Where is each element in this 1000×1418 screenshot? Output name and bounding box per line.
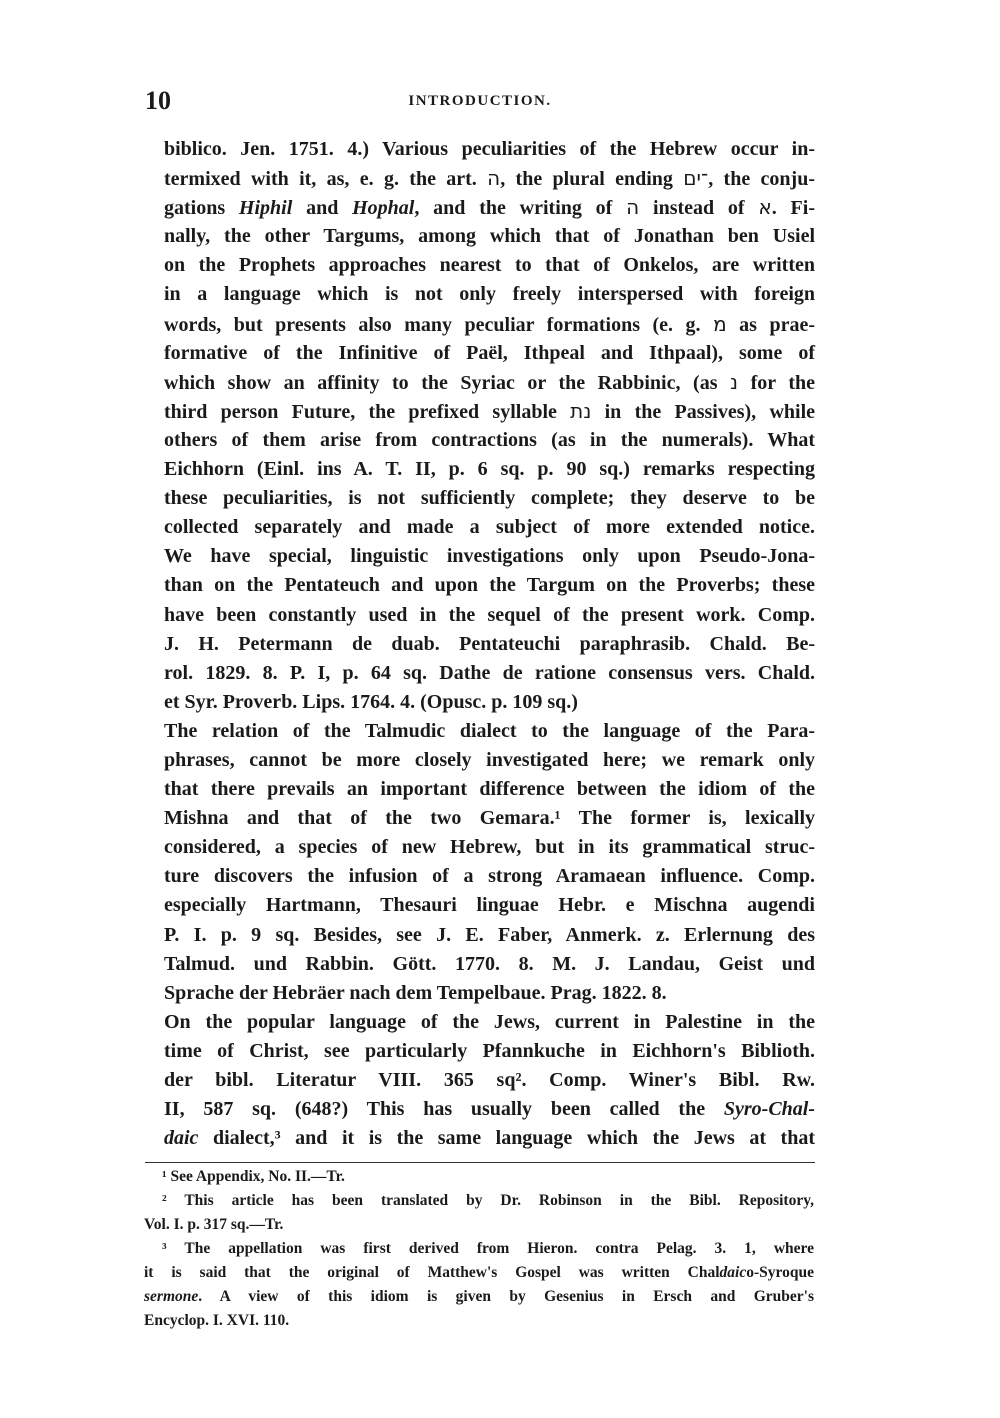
text-line: in a language which is not only freely interspersed with foreign: [164, 283, 815, 306]
text-line: der bibl. Literatur VIII. 365 sq². Comp. Winer's Bibl. Rw.: [164, 1069, 815, 1091]
text-line: have been constantly used in the sequel of the present work. Comp.: [164, 603, 815, 626]
text-line: et Syr. Proverb. Lips. 1764. 4. (Opusc. p. 109 sq.): [164, 690, 578, 713]
text-line: than on the Pentateuch and upon the Targum on the Proverbs; these: [164, 574, 815, 597]
text-line: collected separately and made a subject of more extended notice.: [164, 516, 815, 539]
text-line: Mishna and that of the two Gemara.¹ The former is, lexically: [164, 807, 815, 830]
text-line: third person Future, the prefixed syllable נת in the Passives), while: [164, 398, 816, 423]
text-line: J. H. Petermann de duab. Pentateuchi paraphrasib. Chald. Be-: [164, 632, 815, 655]
footnote-divider: [145, 1162, 815, 1163]
text-line: P. I. p. 9 sq. Besides, see J. E. Faber, Anmerk. z. Erlernung des: [164, 923, 815, 946]
text-line: Eichhorn (Einl. ins A. T. II, p. 6 sq. p. 90 sq.) remarks respecting: [164, 458, 815, 481]
text-line: that there prevails an important difference between the idiom of the: [164, 778, 815, 801]
footnote-line: Vol. I. p. 317 sq.—Tr.: [144, 1216, 284, 1233]
text-line: termixed with it, as, e. g. the art. ה, the plural ending ־ים, the conju-: [164, 166, 815, 191]
text-line: considered, a species of new Hebrew, but in its grammatical struc-: [164, 836, 815, 859]
text-line: nally, the other Targums, among which that of Jonathan ben Usiel: [164, 225, 815, 248]
text-line: daic dialect,³ and it is the same language which the Jews at that: [164, 1127, 815, 1150]
running-head: INTRODUCTION.: [408, 93, 552, 109]
text-line: The relation of the Talmudic dialect to the language of the Para-: [164, 719, 815, 742]
text-line: formative of the Infinitive of Paël, Ithpeal and Ithpaal), some of: [164, 341, 815, 364]
text-line: these peculiarities, is not sufficiently complete; they deserve to be: [164, 487, 815, 510]
text-line: time of Christ, see particularly Pfannkuche in Eichhorn's Biblioth.: [164, 1039, 815, 1062]
text-line: others of them arise from contractions (as in the numerals). What: [164, 428, 815, 451]
text-line: words, but presents also many peculiar formations (e. g. מ as prae-: [164, 311, 815, 336]
footnote-line: it is said that the original of Matthew's Gospel was written Chaldaico-Syroque: [144, 1264, 814, 1281]
text-line: II, 587 sq. (648?) This has usually been called the Syro-Chal-: [164, 1098, 815, 1121]
footnote-line: sermone. A view of this idiom is given by Gesenius in Ersch and Gruber's: [144, 1288, 814, 1305]
text-line: We have special, linguistic investigations only upon Pseudo-Jona-: [164, 545, 815, 568]
page-number: 10: [145, 86, 171, 115]
text-line: rol. 1829. 8. P. I, p. 64 sq. Dathe de ratione consensus vers. Chald.: [164, 661, 815, 684]
text-line: on the Prophets approaches nearest to that of Onkelos, are written: [164, 254, 815, 277]
footnote-line: ¹ See Appendix, No. II.—Tr.: [162, 1168, 345, 1185]
footnote-line: ³ The appellation was first derived from Hieron. contra Pelag. 3. 1, where: [162, 1240, 814, 1257]
page-header: [145, 86, 815, 118]
footnote-line: Encyclop. I. XVI. 110.: [144, 1312, 290, 1329]
footnotes: [144, 1165, 814, 1333]
text-line: biblico. Jen. 1751. 4.) Various peculiarities of the Hebrew occur in-: [164, 138, 815, 160]
text-line: which show an affinity to the Syriac or the Rabbinic, (as נ for the: [164, 369, 815, 394]
text-line: Sprache der Hebräer nach dem Tempelbaue. Prag. 1822. 8.: [164, 981, 667, 1004]
text-line: especially Hartmann, Thesauri linguae Hebr. e Mischna augendi: [164, 894, 815, 917]
body-text: [164, 135, 815, 1153]
text-line: Talmud. und Rabbin. Gött. 1770. 8. M. J. Landau, Geist und: [164, 952, 815, 975]
text-line: On the popular language of the Jews, current in Palestine in the: [164, 1010, 815, 1033]
footnote-line: ² This article has been translated by Dr. Robinson in the Bibl. Repository,: [162, 1192, 814, 1209]
text-line: gations Hiphil and Hophal, and the writing of ה instead of א. Fi-: [164, 195, 815, 220]
text-line: phrases, cannot be more closely investigated here; we remark only: [164, 748, 815, 771]
text-line: ture discovers the infusion of a strong Aramaean influence. Comp.: [164, 865, 815, 888]
